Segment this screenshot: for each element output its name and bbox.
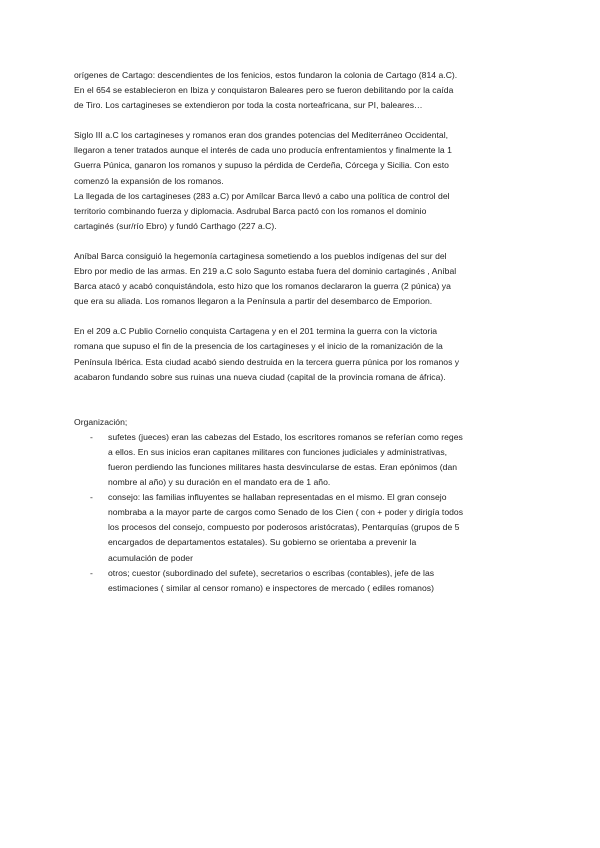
list-item-sufetes [74,430,534,490]
section-heading-organizacion: Organización; [74,416,128,427]
list-bullet: - [90,492,93,503]
list-item-consejo [74,490,534,565]
list-bullet: - [90,431,93,442]
document-body [74,68,534,596]
list-item-otros [74,566,534,596]
paragraph-spacer [74,113,534,128]
paragraph-spacer [74,309,534,324]
list-item-text: otros; cuestor (subordinado del sufete), secretarios o escribas (contables), jefe de las estimaciones ( similar al censor romano) e inspectores de mercado ( ediles romanos) [108,567,435,593]
paragraph-spacer [74,234,534,249]
paragraph-third-century: Siglo III a.C los cartagineses y romanos eran dos grandes potencias del Mediterráneo Occidental, llegaron a tener tratados aunque el interés de cada uno producía enfrentamientos y finalmente la 1 Guerra Púnica, ganaron los romanos y supuso la pérdida de Cerdeña, Córcega y Sicilia. Con esto comenzó la expansión de los romanos. La llegada de los cartagineses (283 a.C) por Amílcar Barca llevó a cabo una política de control del territorio combinando fuerza y diplomacia. Asdrubal Barca pactó con los romanos el dominio cartaginés (sur/río Ebro) y fundó Carthago (227 a.C). [74,130,452,231]
section-spacer [74,385,534,415]
organization-list [74,430,534,596]
list-item-text: sufetes (jueces) eran las cabezas del Estado, los escritores romanos se referían como reges a ellos. En sus inicios eran capitanes militares con funciones judiciales y administrativas, fueron perdiendo las funciones militares hasta desvincularse de estas. Eran epónimos (dan nombre al año) y su duración en el mandato era de 1 año. [108,431,463,488]
paragraph-anibal: Aníbal Barca consiguió la hegemonía cartaginesa sometiendo a los pueblos indígenas del sur del Ebro por medio de las armas. En 219 a.C solo Sagunto estaba fuera del dominio cartaginés , Aníbal Barca atacó y acabó conquistándola, esto hizo que los romanos declararon la guerra (2 púnica) ya que era su aliada. Los romanos llegaron a la Península a partir del desembarco de Emporion. [74,250,457,307]
list-bullet: - [90,567,93,578]
paragraph-209: En el 209 a.C Publio Cornelio conquista Cartagena y en el 201 termina la guerra con la victoria romana que supuso el fin de la presencia de los cartagineses y el inicio de la romanización de la Península Ibérica. Esta ciudad acabó siendo destruida en la tercera guerra púnica por los romanos y acabaron fundando sobre sus ruinas una nueva ciudad (capital de la provincia romana de áfrica). [74,326,460,382]
paragraph-origins: orígenes de Cartago: descendientes de los fenicios, estos fundaron la colonia de Cartago (814 a.C). En el 654 se establecieron en Ibiza y conquistaron Baleares pero se fueron debilitando por la caída de Tiro. Los cartagineses se extendieron por toda la costa norteafricana, sur PI, baleares… [74,70,458,111]
list-item-text: consejo: las familias influyentes se hallaban representadas en el mismo. El gran consejo nombraba a la mayor parte de cargos como Senado de los Cien ( con + poder y dirigía todos los procesos del consejo, compuesto por poderosos aristócratas), Pentarquías (grupos de 5 encargados de departamentos estatales). Su gobierno se orientaba a prevenir la acumulación de poder [108,492,464,563]
